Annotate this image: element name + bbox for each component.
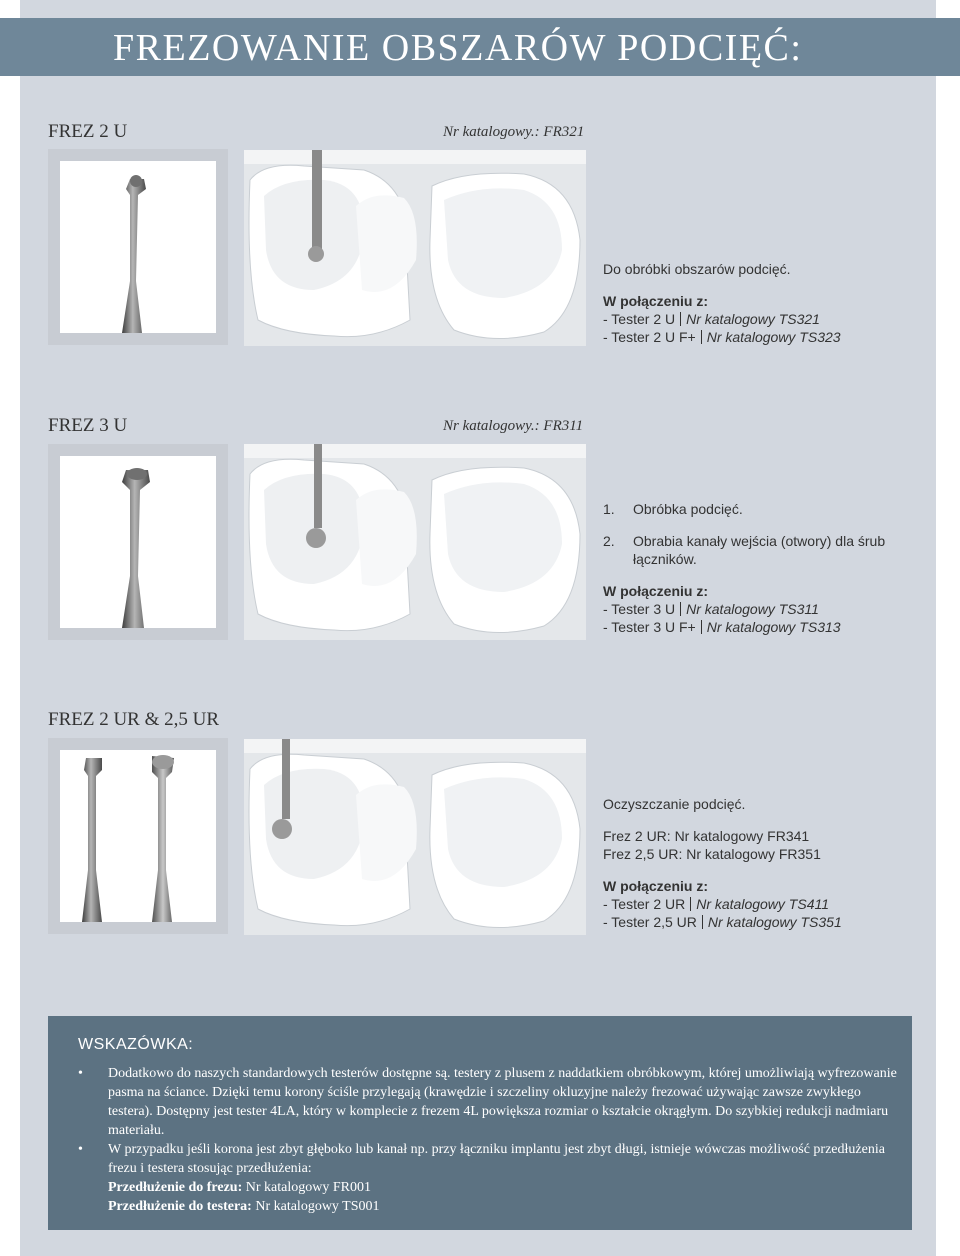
tester-catalog: Nr katalogowy TS311 [686,601,819,617]
bur-image [60,456,216,628]
tester-row [603,600,893,618]
tester-catalog: Nr katalogowy TS323 [706,329,841,345]
tooth-model-photo [244,150,586,346]
tester-row [603,618,893,636]
bur-image-frame [48,444,228,640]
section-text-frez-ur [603,795,842,931]
page-title: FREZOWANIE OBSZARÓW PODCIĘĆ: [113,27,803,69]
tester-row [603,328,841,346]
tester-name: - Tester 2,5 UR [603,914,697,930]
bur-image [60,161,216,333]
tester-name: - Tester 2 UR [603,896,686,912]
hint-text: Dodatkowo do naszych standardowych testerów dostępne są. testery z plusem z naddatkiem obróbkowym, której umożliwiają wyfrezowanie pasma na ściance. Dzięki temu korony ściśle przylegają (krawędzie i szczeliny okluzyjne należy frezować używając zawsze zwykłego testera). Dostępny jest tester 4LA, który w komplecie z frezem 4L powiększa rozmiar o kształcie okrągłym. Do szybkiej redukcji nadmiaru materiału. [108,1066,897,1138]
tester-catalog: Nr katalogowy TS351 [707,914,842,930]
hint-list [78,1064,898,1216]
separator [680,602,681,616]
section-text-frez-3u [603,500,893,636]
separator [680,312,681,326]
bur-image-frame [48,738,228,934]
section-text-frez-2u [603,260,841,346]
tester-row [603,310,841,328]
tester-row [603,895,842,913]
section-catalog-frez-3u: Nr katalogowy.: FR311 [443,418,584,434]
tester-catalog: Nr katalogowy TS313 [706,619,841,635]
hint-item [78,1064,898,1140]
hint-box [48,1016,912,1230]
separator [702,915,703,929]
step-number: 1. [603,501,615,517]
bullet: • [78,1142,83,1157]
step-number: 2. [603,533,615,549]
title-bar [0,18,960,76]
tester-catalog: Nr katalogowy TS321 [686,311,820,327]
tester-catalog: Nr katalogowy TS411 [696,896,830,912]
hint-text: W przypadku jeśli korona jest zbyt głęboko lub kanał np. przy łączniku implantu jest zbyt długi, istnieje wówczas możliwość przedłużenia frezu i testera stosując przedłużenia: [108,1142,885,1176]
section-title-frez-ur: FREZ 2 UR & 2,5 UR [48,709,220,730]
tester-name: - Tester 3 U [603,601,676,617]
extension-tester-value: Nr katalogowy TS001 [255,1199,380,1214]
bur-reference: Frez 2,5 UR: Nr katalogowy FR351 [603,846,821,862]
tester-row [603,913,842,931]
section-description: Do obróbki obszarów podcięć. [603,261,791,277]
section-title-frez-2u: FREZ 2 U [48,121,128,142]
bur-image [60,750,216,922]
tooth-model-photo [244,739,586,935]
step-text: Obróbka podcięć. [633,501,743,517]
separator [690,897,691,911]
separator [701,620,702,634]
section-title-frez-3u: FREZ 3 U [48,415,128,436]
tooth-model-photo [244,444,586,640]
bur-reference: Frez 2 UR: Nr katalogowy FR341 [603,828,810,844]
bullet: • [78,1066,83,1081]
hint-title: WSKAZÓWKA: [78,1036,194,1053]
hint-item [78,1140,898,1216]
separator [701,330,702,344]
extension-bur-label: Przedłużenie do frezu: [108,1180,243,1195]
step-item [603,532,893,568]
tester-name: - Tester 2 U F+ [603,329,696,345]
section-description: Oczyszczanie podcięć. [603,796,746,812]
with-label: W połączeniu z: [603,878,708,894]
tester-name: - Tester 2 U [603,311,676,327]
bur-image-frame [48,149,228,345]
step-text: Obrabia kanały wejścia (otwory) dla śrub łączników. [633,533,886,567]
with-label: W połączeniu z: [603,293,708,309]
section-catalog-frez-2u: Nr katalogowy.: FR321 [443,124,585,140]
extension-tester-label: Przedłużenie do testera: [108,1199,252,1214]
extension-bur-value: Nr katalogowy FR001 [245,1180,371,1195]
step-item [603,500,893,518]
tester-name: - Tester 3 U F+ [603,619,696,635]
with-label: W połączeniu z: [603,583,708,599]
